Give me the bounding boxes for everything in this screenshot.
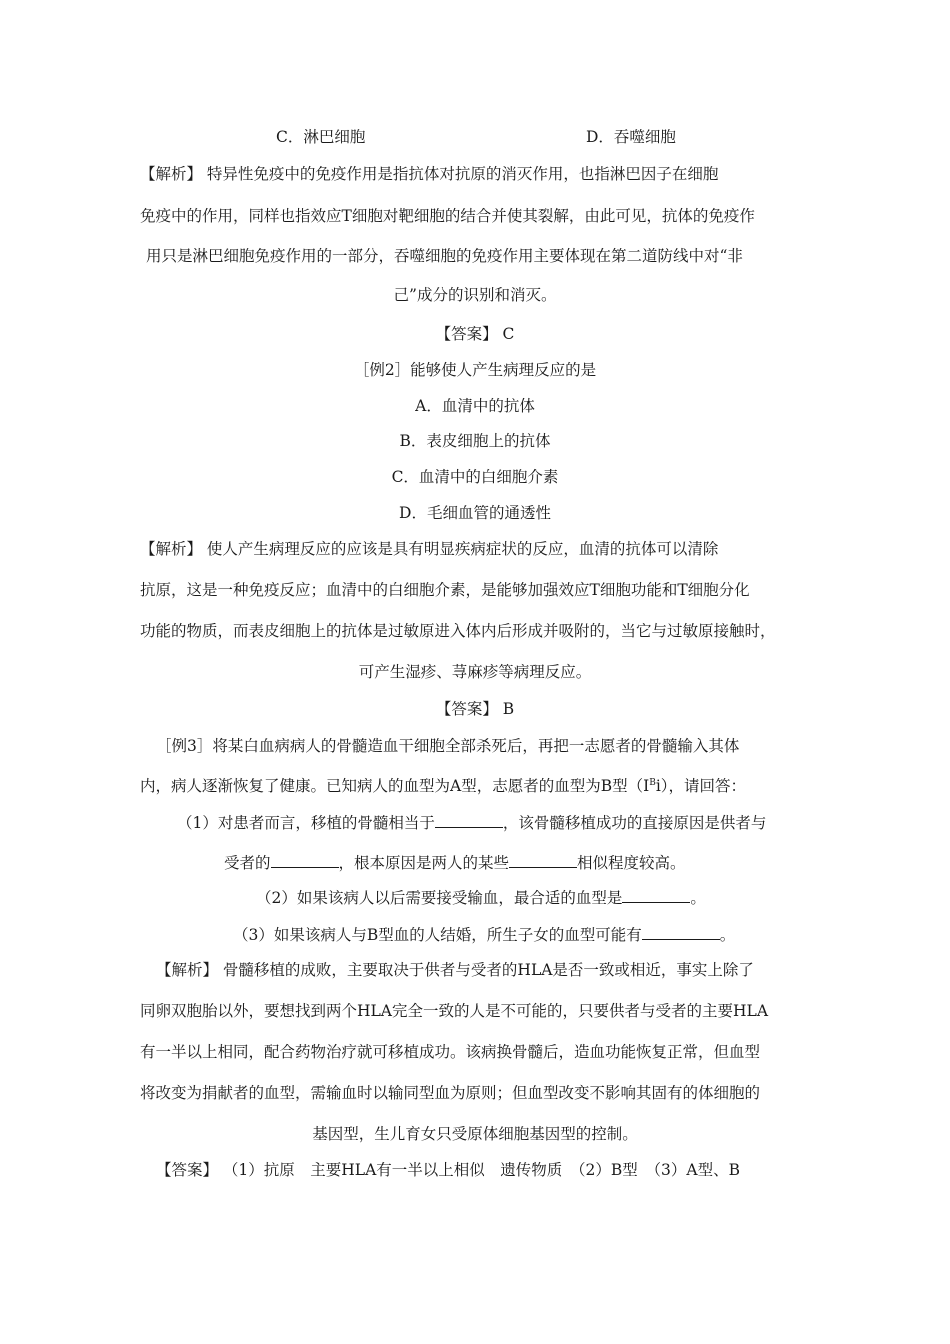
ex3-analysis-line-2: 同卵双胞胎以外，要想找到两个HLA完全一致的人是不可能的，只要供者与受者的主要HLA xyxy=(140,1002,769,1020)
ex3-q2-blank[interactable] xyxy=(622,888,690,903)
ex3-q3 xyxy=(233,925,735,945)
ex3-q1-blank-2[interactable] xyxy=(271,853,339,868)
ex3-q1b-text: 受者的 xyxy=(224,854,271,872)
ex2-question: ［例2］能够使人产生病理反应的是 xyxy=(353,361,597,379)
ex2-analysis-line-2: 抗原，这是一种免疫反应；血清中的白细胞介素，是能够加强效应T细胞功能和T细胞分化 xyxy=(140,581,750,599)
ex3-analysis-line-1: 【解析】 骨髓移植的成败，主要取决于供者与受者的HLA是否一致或相近，事实上除了 xyxy=(156,961,754,979)
ex1-option-d: D．吞噬细胞 xyxy=(586,128,676,146)
ex1-answer: 【答案】 C xyxy=(435,325,515,343)
ex1-analysis-line-3: 用只是淋巴细胞免疫作用的一部分，吞噬细胞的免疫作用主要体现在第二道防线中对“非 xyxy=(146,247,743,265)
ex3-q1-line-2 xyxy=(224,853,686,873)
ex3-superscript: B xyxy=(649,777,656,788)
ex3-question-line-2-text: 内，病人逐渐恢复了健康。已知病人的血型为A型，志愿者的血型为B型（I xyxy=(140,777,650,795)
ex3-q1b-mid: ，根本原因是两人的某些 xyxy=(338,854,510,872)
ex2-option-b: B．表皮细胞上的抗体 xyxy=(399,432,551,450)
ex3-q1b-end: 相似程度较高。 xyxy=(577,854,686,872)
ex3-analysis-line-5: 基因型，生儿育女只受原体细胞基因型的控制。 xyxy=(312,1125,638,1143)
ex3-q1-blank-3[interactable] xyxy=(509,853,577,868)
ex2-analysis-line-3: 功能的物质，而表皮细胞上的抗体是过敏原进入体内后形成并吸附的，当它与过敏原接触时， xyxy=(140,622,776,640)
ex1-analysis-line-1: 【解析】 特异性免疫中的免疫作用是指抗体对抗原的消灭作用，也指淋巴因子在细胞 xyxy=(140,165,719,183)
ex2-option-c: C．血清中的白细胞介素 xyxy=(391,468,559,486)
ex3-q3-text: （3）如果该病人与B型血的人结婚，所生子女的血型可能有 xyxy=(233,926,642,944)
ex3-analysis-line-3: 有一半以上相同，配合药物治疗就可移植成功。该病换骨髓后，造血功能恢复正常，但血型 xyxy=(140,1043,761,1061)
ex1-option-c: C．淋巴细胞 xyxy=(276,128,366,146)
ex3-analysis-line-4: 将改变为捐献者的血型，需输血时以输同型血为原则；但血型改变不影响其固有的体细胞的 xyxy=(140,1084,761,1102)
ex2-analysis-line-1: 【解析】 使人产生病理反应的应该是具有明显疾病症状的反应，血清的抗体可以清除 xyxy=(140,540,719,558)
ex3-q2-end: 。 xyxy=(690,889,706,907)
ex2-option-a: A．血清中的抗体 xyxy=(415,397,535,415)
ex3-q2 xyxy=(256,888,706,908)
ex2-answer: 【答案】 B xyxy=(435,700,515,718)
ex2-analysis-line-4: 可产生湿疹、荨麻疹等病理反应。 xyxy=(358,663,592,681)
ex1-analysis-line-4: 己”成分的识别和消灭。 xyxy=(393,286,557,304)
ex3-q1-line-1 xyxy=(177,813,766,833)
ex3-question-line-1: ［例3］将某白血病病人的骨髓造血干细胞全部杀死后，再把一志愿者的骨髓输入其体 xyxy=(156,737,740,755)
ex2-option-d: D．毛细血管的通透性 xyxy=(399,504,551,522)
ex3-q3-end: 。 xyxy=(719,926,736,944)
ex1-analysis-line-2: 免疫中的作用，同样也指效应T细胞对靶细胞的结合并使其裂解，由此可见，抗体的免疫作 xyxy=(140,207,755,225)
ex3-question-line-2-end: i），请回答： xyxy=(655,777,747,795)
ex3-q1-blank-1[interactable] xyxy=(435,813,503,828)
ex3-q1-text: （1）对患者而言，移植的骨髓相当于 xyxy=(177,814,435,832)
ex3-q2-text: （2）如果该病人以后需要接受输血，最合适的血型是 xyxy=(256,889,623,907)
ex3-q3-blank[interactable] xyxy=(642,925,720,940)
ex3-answer: 【答案】 （1）抗原 主要HLA有一半以上相似 遗传物质 （2）B型 （3）A型、B xyxy=(156,1161,740,1179)
ex3-question-line-2 xyxy=(140,776,746,796)
ex3-q1-text-end: ，该骨髓移植成功的直接原因是供者与 xyxy=(502,814,767,832)
